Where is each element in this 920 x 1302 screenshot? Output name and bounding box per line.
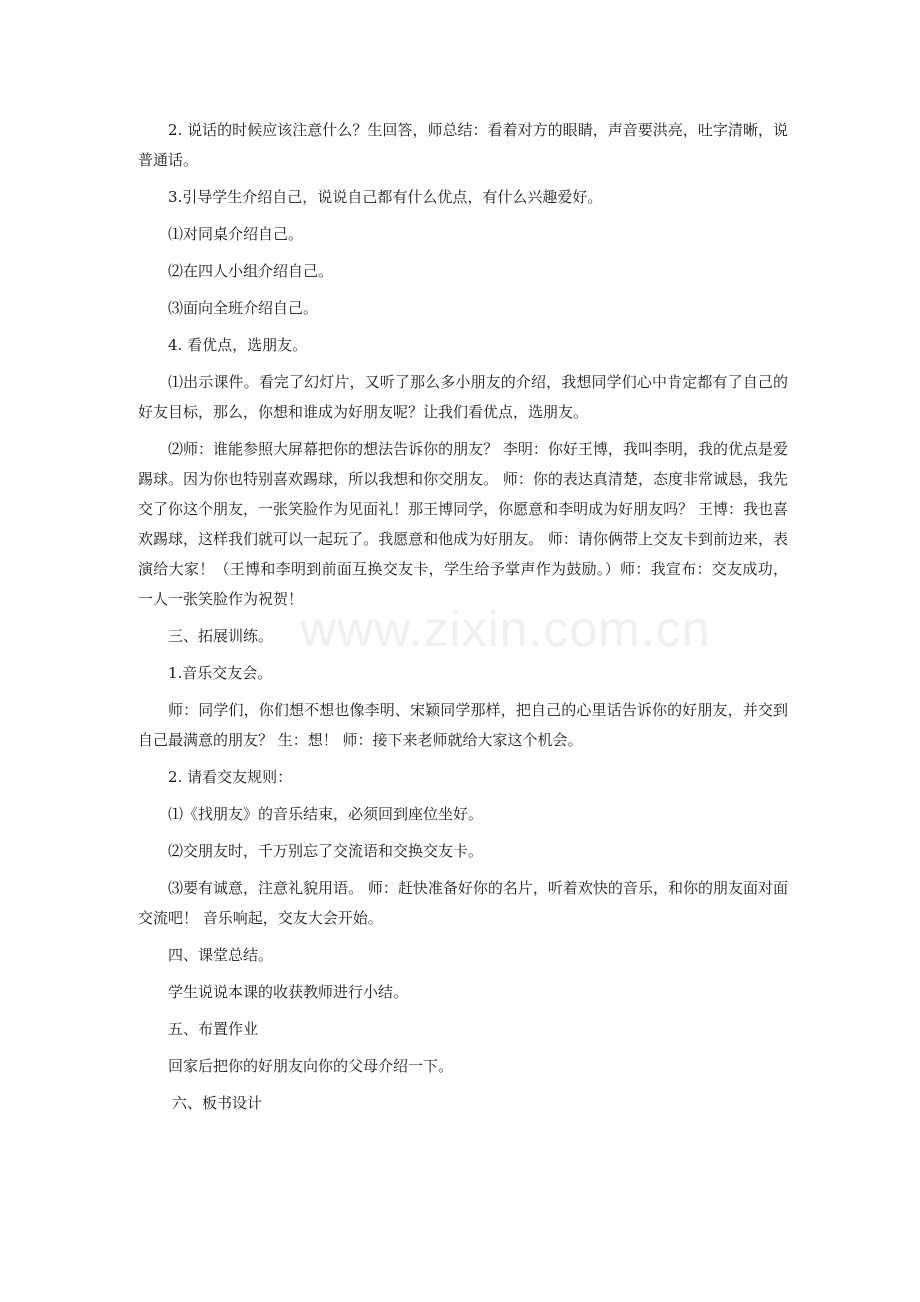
paragraph-rule-1: ⑴《找朋友》的音乐结束，必须回到座位坐好。: [168, 805, 484, 823]
heading-class-summary: 四、课堂总结。: [168, 946, 274, 964]
paragraph-speaking-tips: 2. 说话的时候应该注意什么？生回答，师总结：看着对方的眼睛，声音要洪亮，吐字清晰，说普通话。: [138, 121, 788, 169]
paragraph-intro-desk-mate: ⑴对同桌介绍自己。: [168, 225, 304, 243]
paragraph-intro-group: ⑵在四人小组介绍自己。: [168, 262, 334, 280]
paragraph-self-intro-guide: 3.引导学生介绍自己，说说自己都有什么优点，有什么兴趣爱好。: [168, 188, 603, 206]
paragraph-teacher-question: 师：同学们，你们想不想也像李明、宋颖同学那样，把自己的心里话告诉你的好朋友，并交到自己最满意的朋友？ 生：想！ 师：接下来老师就给大家这个机会。: [138, 701, 788, 749]
paragraph-choose-friend: 4. 看优点，选朋友。: [168, 336, 308, 354]
paragraph-rules-title: 2. 请看交友规则：: [168, 768, 293, 786]
heading-homework: 五、布置作业: [168, 1020, 259, 1038]
paragraph-music-party: 1.音乐交友会。: [168, 664, 273, 682]
paragraph-intro-class: ⑶面向全班介绍自己。: [168, 299, 319, 317]
paragraph-rule-2: ⑵交朋友时，千万别忘了交流语和交换交友卡。: [168, 842, 484, 860]
heading-board-design: 六、板书设计: [172, 1094, 263, 1112]
paragraph-summary: 学生说说本课的收获教师进行小结。: [168, 983, 409, 1001]
heading-extension-training: 三、拓展训练。: [168, 627, 274, 645]
watermark: www.zixin.com.cn: [300, 601, 711, 657]
document-body: [138, 115, 788, 1125]
paragraph-homework: 回家后把你的好朋友向你的父母介绍一下。: [168, 1057, 454, 1075]
paragraph-rule-3: ⑶要有诚意，注意礼貌用语。 师：赶快准备好你的名片，听着欢快的音乐，和你的朋友面对面交流吧！ 音乐响起，交友大会开始。: [138, 879, 788, 927]
paragraph-dialogue: ⑵师：谁能参照大屏幕把你的想法告诉你的朋友？ 李明：你好王博，我叫李明，我的优点是爱踢球。因为你也特别喜欢踢球，所以我想和你交朋友。 师：你的表达真清楚，态度非常诚恳，我先交了你这个朋友，一张笑脸作为见面礼！那王博同学，你愿意和李明成为好朋友吗？ 王博：我也喜欢踢球，这样我们就可以一起玩了。我愿意和他成为好朋友。 师：请你俩带上交友卡到前边来，表演给大家！（王博和李明到前面互换交友卡，学生给予掌声作为鼓励。）师：我宣布：交友成功，一人一张笑脸作为祝贺！: [138, 440, 788, 608]
paragraph-show-courseware: ⑴出示课件。看完了幻灯片，又听了那么多小朋友的介绍，我想同学们心中肯定都有了自己的好友目标，那么，你想和谁成为好朋友呢？让我们看优点，选朋友。: [138, 373, 788, 421]
